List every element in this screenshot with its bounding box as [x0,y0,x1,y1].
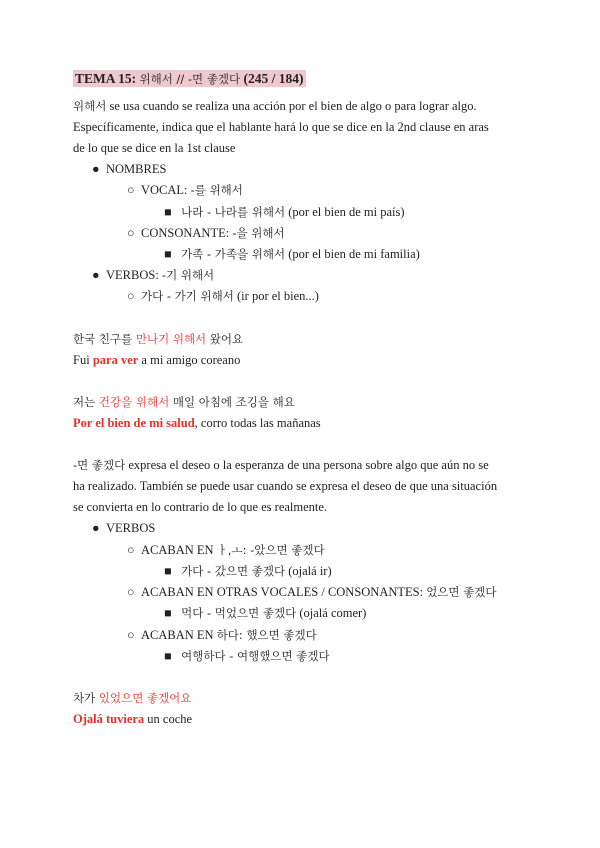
example-1-korean-b: 왔어요 [206,332,244,346]
bullet-circle: ○ [127,289,135,303]
acaban-otras-example-korean: 먹다 - 먹었으면 좋겠다 [181,606,297,620]
example-1-korean-highlight: 만나기 위해서 [135,332,207,346]
acaban-otras-label: ACABAN EN OTRAS VOCALES / CONSONANTES: [141,585,427,599]
example-2-korean-a: 저는 [73,395,99,409]
nombres-label: NOMBRES [106,162,167,176]
acaban-otras-example-spanish: (ojalá comer) [299,606,367,620]
example-2-spanish-highlight: Por el bien de mi salud [73,416,195,430]
bullet-square: ■ [164,564,172,578]
example-1-spanish [73,350,533,371]
bullet-circle: ○ [127,628,135,642]
acaban-hada-korean: 하다: 했으면 좋겠다 [216,628,317,642]
intro-line-3: de lo que se dice en la 1st clause [73,141,236,155]
vocal-label: VOCAL: [141,183,188,197]
verbos-example-korean: 가다 - 가기 위해서 [141,289,234,303]
consonante-korean: -을 위해서 [232,226,285,240]
example-3-korean-a: 차가 [73,691,99,705]
section-2-line-1 [73,455,533,476]
example-1-korean-a: 한국 친구를 [73,332,136,346]
acaban-a-o-korean: ㅏ,ㅗ: -았으면 좋겠다 [216,543,325,557]
bullet-disc: ● [92,521,100,535]
section-2-line-3: se convierta en lo contrario de lo que es realmente. [73,500,328,514]
intro-line-2: Específicamente, indica que el hablante hará lo que se dice en la 2nd clause en aras [73,120,489,134]
example-2-korean-b: 매일 아침에 조깅을 해요 [169,395,295,409]
bullet-square: ■ [164,247,172,261]
list-item-acaban-a-o-example [164,561,332,581]
list-item-acaban-hada-example [164,646,330,666]
section-2-korean: -면 좋겠다 [73,458,126,472]
verbos-example-spanish: (ir por el bien...) [237,289,319,303]
example-2-spanish [73,413,533,434]
vocal-korean: -를 위해서 [190,183,243,197]
list-item-vocal [127,180,243,200]
section-2-line-2: ha realizado. También se puede usar cuando se expresa el deseo de que una situación [73,479,498,493]
title-korean: 위해서 // -면 좋겠다 [139,72,241,86]
bullet-circle: ○ [127,226,135,240]
title-highlight [73,70,306,87]
title-prefix: TEMA 15: [75,71,137,86]
section-2-text-1: expresa el deseo o la esperanza de una persona sobre algo que aún no se [125,458,489,472]
intro-text-1: se usa cuando se realiza una acción por el bien de algo o para lograr algo. [106,99,477,113]
bullet-disc: ● [92,162,100,176]
list-item-vocal-example [164,202,405,222]
bullet-square: ■ [164,205,172,219]
list-item-consonante-example [164,244,420,264]
list-item-acaban-otras-example [164,603,366,623]
example-1-spanish-a: Fui [73,353,93,367]
intro-korean: 위해서 [73,99,107,113]
list-item-acaban-hada [127,625,317,645]
list-item-nombres [92,159,166,179]
vocal-example-korean: 나라 - 나라를 위해서 [181,205,286,219]
verbos-korean: -기 위해서 [161,268,215,282]
vocal-example-spanish: (por el bien de mi país) [288,205,405,219]
acaban-a-o-example-korean: 가다 - 갔으면 좋겠다 [181,564,286,578]
list-item-verbos [92,265,214,285]
list-item-acaban-otras [127,582,497,602]
list-item-acaban-a-o [127,540,325,560]
acaban-a-o-label: ACABAN EN [141,543,217,557]
list-item-consonante [127,223,285,243]
acaban-otras-korean: 었으면 좋겠다 [426,585,497,599]
example-1-spanish-b: a mi amigo coreano [138,353,241,367]
verbos-2-label: VERBOS [106,521,156,535]
example-3-korean [73,688,533,709]
example-3 [73,688,533,730]
bullet-disc: ● [92,268,100,282]
bullet-square: ■ [164,606,172,620]
bullet-circle: ○ [127,543,135,557]
bullet-circle: ○ [127,585,135,599]
consonante-example-korean: 가족 - 가족을 위해서 [181,247,286,261]
acaban-hada-example-korean: 여행하다 - 여행했으면 좋겠다 [181,649,330,663]
acaban-a-o-example-spanish: (ojalá ir) [288,564,332,578]
example-1-korean [73,329,533,350]
example-3-spanish-b: un coche [144,712,193,726]
bullet-circle: ○ [127,183,135,197]
consonante-example-spanish: (por el bien de mi familia) [288,247,420,261]
bullet-square: ■ [164,649,172,663]
example-3-spanish [73,709,533,730]
list-item-verbos-example [127,286,319,306]
verbos-label: VERBOS: [106,268,159,282]
example-1-spanish-highlight: para ver [92,353,139,367]
consonante-label: CONSONANTE: [141,226,230,240]
example-2-spanish-b: , corro todas las mañanas [194,416,321,430]
page-title [73,71,306,87]
example-3-spanish-highlight: Ojalá tuviera [73,712,145,726]
title-pages: (245 / 184) [243,71,304,86]
list-item-verbos-2 [92,518,155,538]
example-1 [73,329,533,371]
example-2-korean [73,392,533,413]
example-2-korean-highlight: 건강을 위해서 [98,395,170,409]
acaban-hada-label: ACABAN EN [141,628,217,642]
intro-paragraph [73,96,533,159]
intro-line-1 [73,96,533,117]
section-2-paragraph [73,455,533,518]
example-2 [73,392,533,434]
example-3-korean-highlight: 있었으면 좋겠어요 [98,691,192,705]
